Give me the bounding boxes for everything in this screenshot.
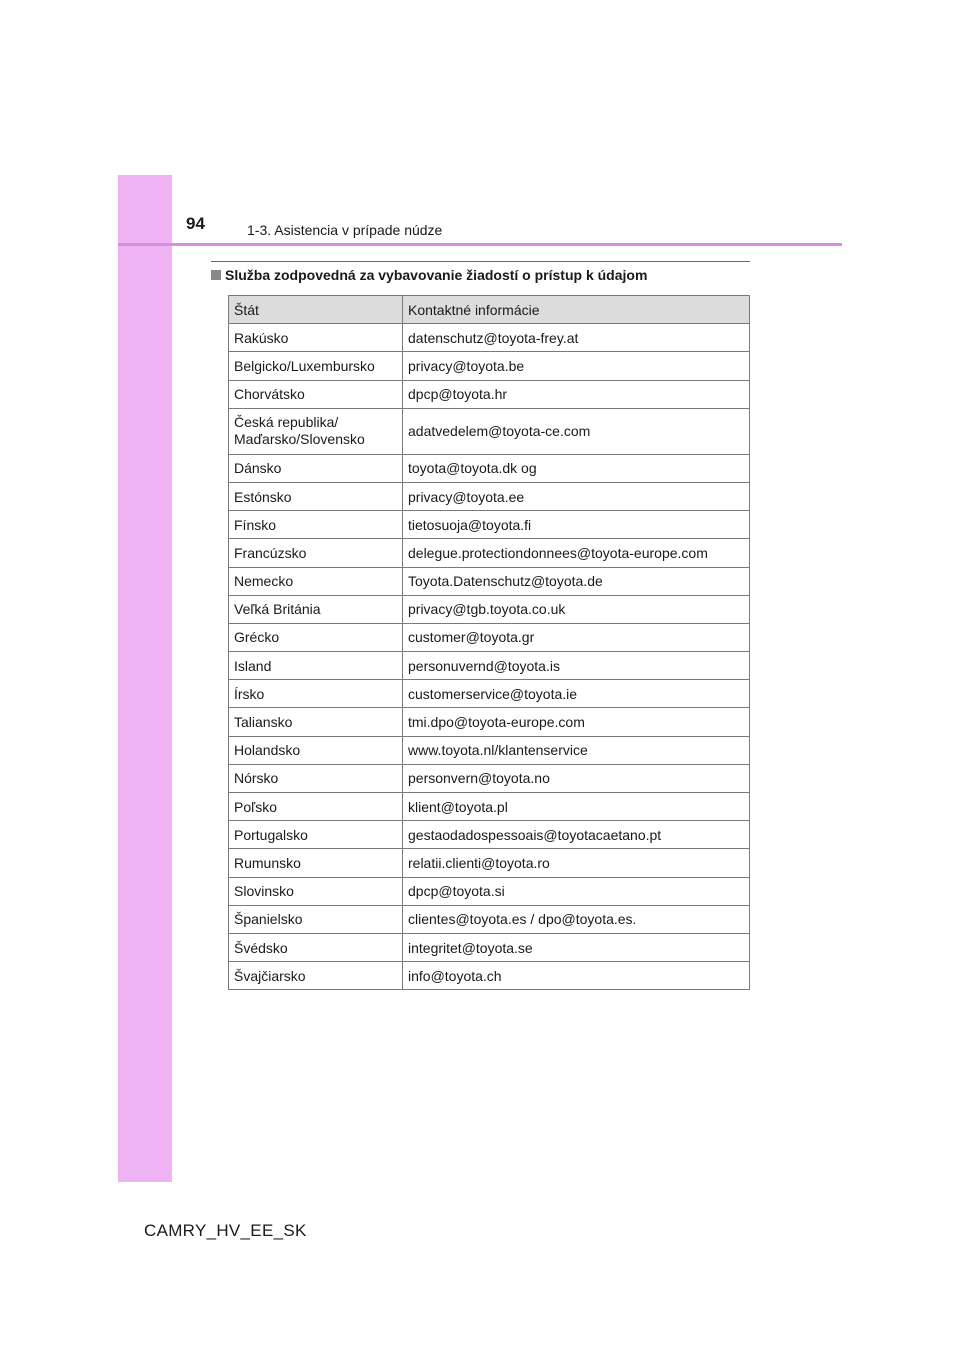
country-cell: Írsko bbox=[229, 680, 403, 708]
contact-cell: datenschutz@toyota-frey.at bbox=[403, 324, 750, 352]
table-row bbox=[229, 764, 750, 792]
country-cell: Island bbox=[229, 652, 403, 680]
sidebar-accent bbox=[118, 175, 172, 1182]
contact-cell: privacy@toyota.ee bbox=[403, 482, 750, 510]
header-divider bbox=[118, 243, 842, 246]
country-cell: Nemecko bbox=[229, 567, 403, 595]
chapter-title: 1-3. Asistencia v prípade núdze bbox=[247, 222, 443, 238]
table-row bbox=[229, 454, 750, 482]
country-cell: Grécko bbox=[229, 623, 403, 651]
contact-cell: relatii.clienti@toyota.ro bbox=[403, 849, 750, 877]
section-heading bbox=[211, 267, 647, 283]
country-cell: Francúzsko bbox=[229, 539, 403, 567]
country-cell: Belgicko/Luxembursko bbox=[229, 352, 403, 380]
table-row bbox=[229, 821, 750, 849]
square-bullet-icon bbox=[211, 270, 221, 280]
contact-cell: adatvedelem@toyota-ce.com bbox=[403, 408, 750, 454]
country-cell: Poľsko bbox=[229, 793, 403, 821]
country-cell: Dánsko bbox=[229, 454, 403, 482]
table-header-row bbox=[229, 296, 750, 324]
table-row bbox=[229, 708, 750, 736]
contact-cell: toyota@toyota.dk og bbox=[403, 454, 750, 482]
table-row bbox=[229, 408, 750, 454]
country-cell: Veľká Británia bbox=[229, 595, 403, 623]
country-cell: Švédsko bbox=[229, 933, 403, 961]
contact-cell: delegue.protectiondonnees@toyota-europe.com bbox=[403, 539, 750, 567]
country-cell: Chorvátsko bbox=[229, 380, 403, 408]
contact-cell: privacy@tgb.toyota.co.uk bbox=[403, 595, 750, 623]
contact-cell: tmi.dpo@toyota-europe.com bbox=[403, 708, 750, 736]
table-row bbox=[229, 380, 750, 408]
table-row bbox=[229, 567, 750, 595]
table-row bbox=[229, 623, 750, 651]
country-cell: Fínsko bbox=[229, 511, 403, 539]
table-row bbox=[229, 511, 750, 539]
table-row bbox=[229, 962, 750, 990]
country-cell: Holandsko bbox=[229, 736, 403, 764]
country-cell: Portugalsko bbox=[229, 821, 403, 849]
table-row bbox=[229, 482, 750, 510]
contact-cell: customerservice@toyota.ie bbox=[403, 680, 750, 708]
country-cell: Slovinsko bbox=[229, 877, 403, 905]
page-number: 94 bbox=[186, 214, 205, 233]
contact-cell: gestaodadospessoais@toyotacaetano.pt bbox=[403, 821, 750, 849]
section-title-text: Služba zodpovedná za vybavovanie žiadostí o prístup k údajom bbox=[225, 267, 648, 283]
country-cell: Rakúsko bbox=[229, 324, 403, 352]
contact-cell: dpcp@toyota.si bbox=[403, 877, 750, 905]
contact-cell: dpcp@toyota.hr bbox=[403, 380, 750, 408]
table-row bbox=[229, 595, 750, 623]
contact-cell: integritet@toyota.se bbox=[403, 933, 750, 961]
table-body bbox=[229, 324, 750, 990]
contact-cell: personuvernd@toyota.is bbox=[403, 652, 750, 680]
country-cell: Švajčiarsko bbox=[229, 962, 403, 990]
table-row bbox=[229, 680, 750, 708]
table-row bbox=[229, 793, 750, 821]
document-code: CAMRY_HV_EE_SK bbox=[144, 1221, 307, 1240]
contact-cell: customer@toyota.gr bbox=[403, 623, 750, 651]
table-row bbox=[229, 736, 750, 764]
contact-cell: tietosuoja@toyota.fi bbox=[403, 511, 750, 539]
table-row bbox=[229, 877, 750, 905]
table-row bbox=[229, 352, 750, 380]
table-row bbox=[229, 849, 750, 877]
table-row bbox=[229, 652, 750, 680]
contact-cell: privacy@toyota.be bbox=[403, 352, 750, 380]
country-cell: Nórsko bbox=[229, 764, 403, 792]
contact-cell: personvern@toyota.no bbox=[403, 764, 750, 792]
country-cell: Česká republika/ Maďarsko/Slovensko bbox=[229, 408, 403, 454]
contact-cell: clientes@toyota.es / dpo@toyota.es. bbox=[403, 905, 750, 933]
contacts-table bbox=[228, 295, 750, 990]
section-divider bbox=[211, 261, 750, 262]
table-row bbox=[229, 324, 750, 352]
contact-cell: info@toyota.ch bbox=[403, 962, 750, 990]
table-row bbox=[229, 539, 750, 567]
country-cell: Španielsko bbox=[229, 905, 403, 933]
contact-cell: www.toyota.nl/klantenservice bbox=[403, 736, 750, 764]
contact-cell: klient@toyota.pl bbox=[403, 793, 750, 821]
country-cell: Rumunsko bbox=[229, 849, 403, 877]
contact-cell: Toyota.Datenschutz@toyota.de bbox=[403, 567, 750, 595]
country-cell: Taliansko bbox=[229, 708, 403, 736]
country-cell: Estónsko bbox=[229, 482, 403, 510]
table-row bbox=[229, 905, 750, 933]
column-header-country: Štát bbox=[229, 296, 403, 324]
table-row bbox=[229, 933, 750, 961]
column-header-contact: Kontaktné informácie bbox=[403, 296, 750, 324]
